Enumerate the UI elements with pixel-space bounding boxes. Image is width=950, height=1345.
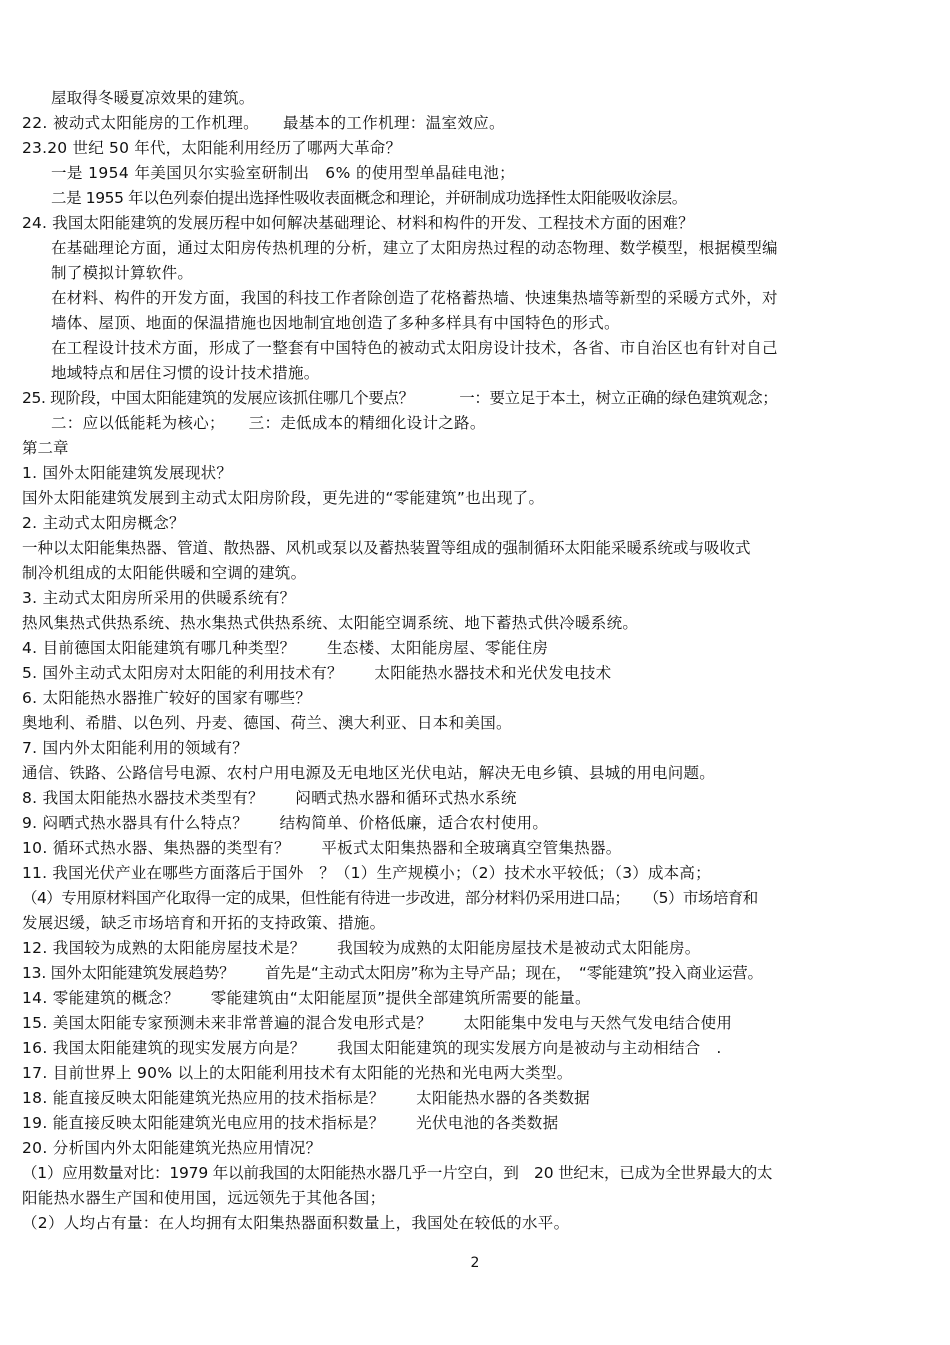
text-line: 20. 分析国内外太阳能建筑光热应用情况？ xyxy=(22,1139,322,1157)
text-line: 在材料、构件的开发方面，我国的科技工作者除创造了花格蓄热墙、快速集热墙等新型的采暖方式外，对 xyxy=(51,289,778,307)
text-line: 屋取得冬暖夏凉效果的建筑。 xyxy=(51,89,255,107)
text-line: 24. 我国太阳能建筑的发展历程中如何解决基础理论、材料和构件的开发、工程技术方面的困难？ xyxy=(22,214,694,232)
text-line: 墙体、屋顶、地面的保温措施也因地制宜地创造了多种多样具有中国特色的形式。 xyxy=(51,314,620,332)
text-line: 阳能热水器生产国和使用国，远远领先于其他各国； xyxy=(22,1189,386,1207)
text-line: 国外太阳能建筑发展到主动式太阳房阶段，更先进的“零能建筑”也出现了。 xyxy=(22,489,545,507)
text-line: 3. 主动式太阳房所采用的供暖系统有？ xyxy=(22,589,296,607)
text-line: 10. 循环式热水器、集热器的类型有？ 平板式太阳集热器和全玻璃真空管集热器。 xyxy=(22,839,622,857)
text-line: 5. 国外主动式太阳房对太阳能的利用技术有？ 太阳能热水器技术和光伏发电技术 xyxy=(22,664,612,682)
text-line: 19. 能直接反映太阳能建筑光电应用的技术指标是？ 光伏电池的各类数据 xyxy=(22,1114,559,1132)
text-line: 7. 国内外太阳能利用的领域有？ xyxy=(22,739,249,757)
text-line: 发展迟缓，缺乏市场培育和开拓的支持政策、措施。 xyxy=(22,914,386,932)
text-line: 17. 目前世界上 90% 以上的太阳能利用技术有太阳能的光热和光电两大类型。 xyxy=(22,1064,573,1082)
text-line: 二是 1955 年以色列泰伯提出选择性吸收表面概念和理论，并研制成功选择性太阳能吸收涂层。 xyxy=(51,189,687,207)
text-line: 制冷机组成的太阳能供暖和空调的建筑。 xyxy=(22,564,307,582)
text-line: 一种以太阳能集热器、管道、散热器、风机或泵以及蓄热装置等组成的强制循环太阳能采暖系统或与吸收式 xyxy=(22,539,751,557)
text-line: 奥地利、希腊、以色列、丹麦、德国、荷兰、澳大利亚、日本和美国。 xyxy=(22,714,512,732)
text-line: 一是 1954 年美国贝尔实验室研制出 6% 的使用型单晶硅电池； xyxy=(51,164,516,182)
text-line: 18. 能直接反映太阳能建筑光热应用的技术指标是？ 太阳能热水器的各类数据 xyxy=(22,1089,590,1107)
text-line: （4）专用原材料国产化取得一定的成果，但性能有待进一步改进，部分材料仍采用进口品； （5）市场培育和 xyxy=(22,889,758,907)
text-line: （2）人均占有量：在人均拥有太阳集热器面积数量上，我国处在较低的水平。 xyxy=(22,1214,570,1232)
text-line: 12. 我国较为成熟的太阳能房屋技术是？ 我国较为成熟的太阳能房屋技术是被动式太阳能房。 xyxy=(22,939,701,957)
text-line: 22. 被动式太阳能房的工作机理。 最基本的工作机理：温室效应。 xyxy=(22,114,505,132)
text-line: 13. 国外太阳能建筑发展趋势？ 首先是“主动式太阳房”称为主导产品；现在， “零能建筑”投入商业运营。 xyxy=(22,964,763,982)
text-line: 23.20 世纪 50 年代，太阳能利用经历了哪两大革命？ xyxy=(22,139,402,157)
text-line: 1. 国外太阳能建筑发展现状？ xyxy=(22,464,233,482)
text-line: 在基础理论方面，通过太阳房传热机理的分析，建立了太阳房热过程的动态物理、数学模型，根据模型编 xyxy=(51,239,778,257)
text-line: 2. 主动式太阳房概念？ xyxy=(22,514,185,532)
text-line: 4. 目前德国太阳能建筑有哪几种类型？ 生态楼、太阳能房屋、零能住房 xyxy=(22,639,549,657)
page-number: 2 xyxy=(470,1255,480,1271)
text-line: （1）应用数量对比：1979 年以前我国的太阳能热水器几乎一片空白，到 20 世纪末，已成为全世界最大的太 xyxy=(22,1164,773,1182)
text-line: 在工程设计技术方面，形成了一整套有中国特色的被动式太阳房设计技术，各省、市自治区也有针对自己 xyxy=(51,339,778,357)
text-line: 地域特点和居住习惯的设计技术措施。 xyxy=(51,364,320,382)
text-line: 11. 我国光伏产业在哪些方面落后于国外 ？（1）生产规模小；（2）技术水平较低；（3）成本高； xyxy=(22,864,711,882)
text-line: 热风集热式供热系统、热水集热式供热系统、太阳能空调系统、地下蓄热式供冷暖系统。 xyxy=(22,614,639,632)
text-line: 8. 我国太阳能热水器技术类型有？ 闷晒式热水器和循环式热水系统 xyxy=(22,789,517,807)
text-line: 16. 我国太阳能建筑的现实发展方向是？ 我国太阳能建筑的现实发展方向是被动与主动相结合 . xyxy=(22,1039,722,1057)
text-line: 14. 零能建筑的概念？ 零能建筑由“太阳能屋顶”提供全部建筑所需要的能量。 xyxy=(22,989,591,1007)
text-line: 25. 现阶段，中国太阳能建筑的发展应该抓住哪几个要点？ 一：要立足于本土，树立正确的绿色建筑观念； xyxy=(22,389,778,407)
text-line: 15. 美国太阳能专家预测未来非常普遍的混合发电形式是？ 太阳能集中发电与天然气发电结合使用 xyxy=(22,1014,733,1032)
text-line: 制了模拟计算软件。 xyxy=(51,264,194,282)
text-line: 9. 闷晒式热水器具有什么特点？ 结构简单、价格低廉，适合农村使用。 xyxy=(22,814,549,832)
chapter-heading: 第二章 xyxy=(22,439,69,457)
text-line: 6. 太阳能热水器推广较好的国家有哪些？ xyxy=(22,689,312,707)
text-line: 通信、铁路、公路信号电源、农村户用电源及无电地区光伏电站，解决无电乡镇、县城的用电问题。 xyxy=(22,764,716,782)
text-line: 二：应以低能耗为核心； 三：走低成本的精细化设计之路。 xyxy=(51,414,486,432)
